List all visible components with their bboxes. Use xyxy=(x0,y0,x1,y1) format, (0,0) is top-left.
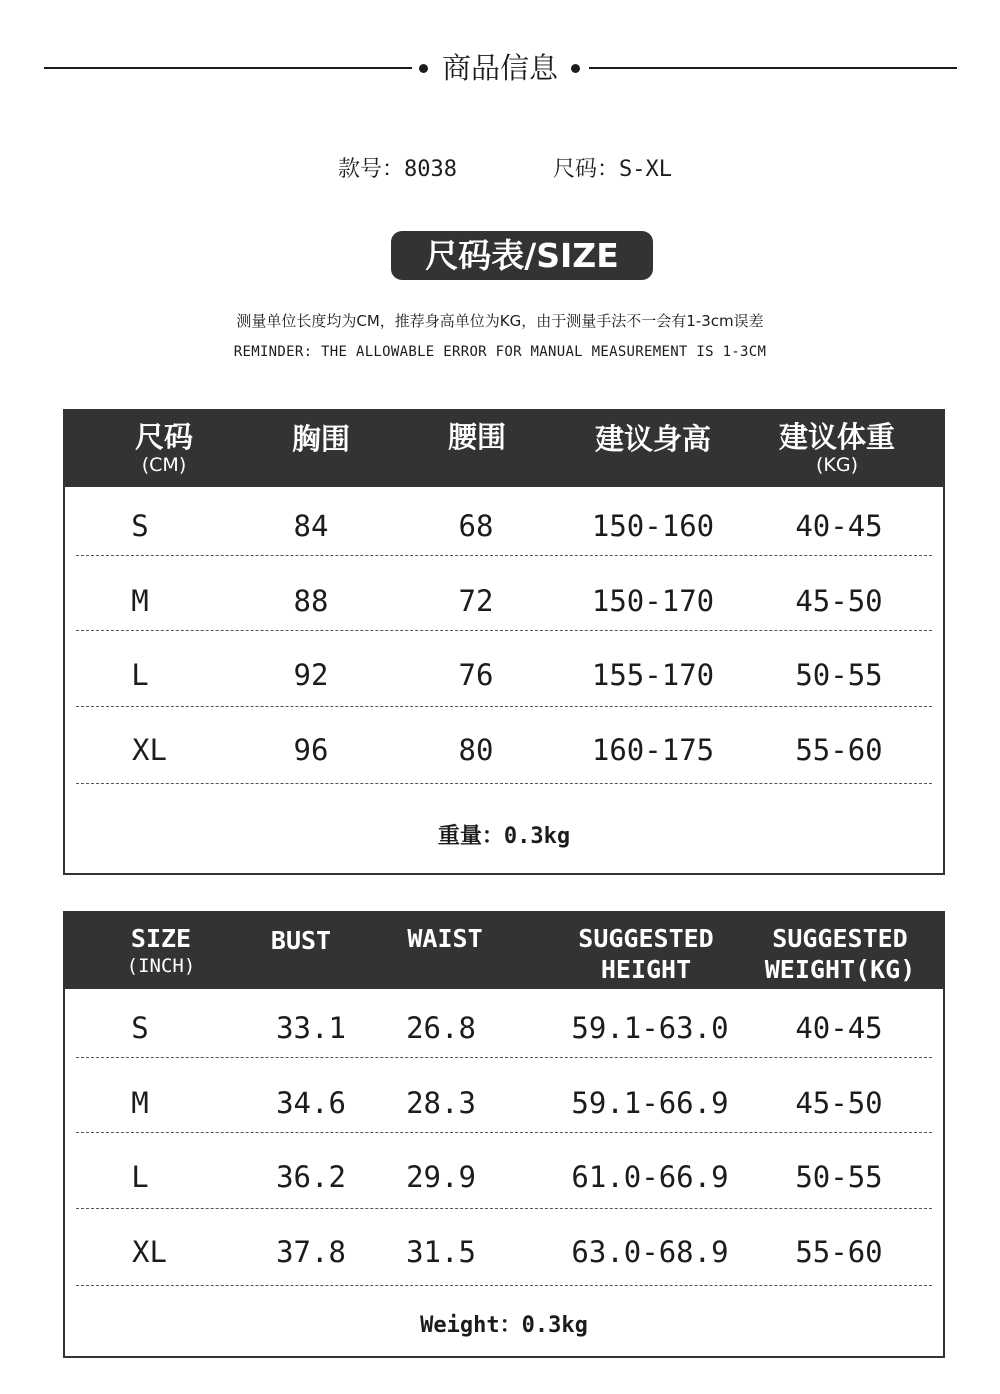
row-divider xyxy=(76,706,932,707)
cell-height: 61.0-66.9 xyxy=(571,1160,729,1194)
measurement-note-cn: 测量单位长度均为CM，推荐身高单位为KG，由于测量手法不一会有1-3cm误差 xyxy=(236,312,764,330)
row-divider xyxy=(76,1057,932,1058)
cell-size: S xyxy=(131,1011,149,1045)
header-waist-inch: WAIST xyxy=(407,924,483,953)
style-number xyxy=(338,155,457,185)
cell-size: M xyxy=(131,1086,149,1120)
cell-waist: 26.8 xyxy=(406,1011,476,1045)
size-chart-heading: 尺码表/SIZE xyxy=(391,231,653,280)
cell-waist: 68 xyxy=(458,509,494,543)
table-row xyxy=(65,638,943,713)
header-weight-inch: SUGGESTED WEIGHT(KG) xyxy=(764,924,916,984)
table-row xyxy=(65,713,943,788)
cell-bust: 84 xyxy=(293,509,329,543)
size-table-inch-header xyxy=(65,913,943,989)
table-row xyxy=(65,489,943,564)
size-range-label: 尺码： xyxy=(553,157,620,182)
title-dot-left xyxy=(419,64,428,73)
cell-size: M xyxy=(131,584,149,618)
weight-footer: 重量：0.3kg xyxy=(437,824,571,849)
row-divider xyxy=(76,630,932,631)
cell-size: XL xyxy=(132,1235,167,1269)
cell-weight: 45-50 xyxy=(795,584,883,618)
title-rule-right xyxy=(589,67,957,69)
size-table-cm xyxy=(63,409,945,875)
size-range xyxy=(553,155,672,185)
table-row xyxy=(65,1140,943,1215)
row-divider xyxy=(76,555,932,556)
section-title: 商品信息 xyxy=(441,51,558,85)
measurement-note-en: REMINDER: THE ALLOWABLE ERROR FOR MANUAL MEASUREMENT IS 1-3CM xyxy=(233,344,767,360)
row-divider xyxy=(76,1208,932,1209)
cell-height: 150-160 xyxy=(591,509,715,543)
cell-bust: 33.1 xyxy=(276,1011,346,1045)
table-row xyxy=(65,1215,943,1290)
header-height: 建议身高 xyxy=(594,422,711,456)
cell-waist: 31.5 xyxy=(406,1235,476,1269)
cell-weight: 55-60 xyxy=(795,1235,883,1269)
weight-footer: Weight：0.3kg xyxy=(420,1313,588,1338)
row-divider xyxy=(76,1285,932,1286)
cell-height: 63.0-68.9 xyxy=(571,1235,729,1269)
cell-bust: 34.6 xyxy=(276,1086,346,1120)
header-height-inch: SUGGESTED HEIGHT xyxy=(578,924,714,984)
cell-waist: 28.3 xyxy=(406,1086,476,1120)
cell-waist: 72 xyxy=(458,584,494,618)
cell-height: 160-175 xyxy=(591,733,715,767)
cell-weight: 40-45 xyxy=(795,1011,883,1045)
size-range-value: S-XL xyxy=(619,157,672,182)
cell-weight: 50-55 xyxy=(795,1160,883,1194)
cell-height: 59.1-63.0 xyxy=(571,1011,729,1045)
cell-bust: 96 xyxy=(293,733,329,767)
cell-size: S xyxy=(131,509,149,543)
cell-waist: 76 xyxy=(458,658,494,692)
cell-weight: 55-60 xyxy=(795,733,883,767)
title-dot-right xyxy=(571,64,580,73)
cell-waist: 29.9 xyxy=(406,1160,476,1194)
cell-size: XL xyxy=(132,733,167,767)
cell-bust: 88 xyxy=(293,584,329,618)
row-divider xyxy=(76,1132,932,1133)
cell-weight: 40-45 xyxy=(795,509,883,543)
size-table-cm-header xyxy=(65,411,943,487)
style-number-value: 8038 xyxy=(404,157,457,182)
header-waist: 腰围 xyxy=(447,420,506,454)
header-size: 尺码 (CM) xyxy=(134,420,193,476)
cell-weight: 45-50 xyxy=(795,1086,883,1120)
title-rule-left xyxy=(44,67,412,69)
cell-height: 59.1-66.9 xyxy=(571,1086,729,1120)
cell-size: L xyxy=(131,1160,149,1194)
table-row xyxy=(65,991,943,1066)
cell-height: 155-170 xyxy=(591,658,715,692)
style-number-label: 款号： xyxy=(338,157,405,182)
cell-weight: 50-55 xyxy=(795,658,883,692)
header-bust-inch: BUST xyxy=(270,926,332,955)
cell-height: 150-170 xyxy=(591,584,715,618)
row-divider xyxy=(76,783,932,784)
size-table-inch xyxy=(63,911,945,1358)
cell-bust: 92 xyxy=(293,658,329,692)
cell-bust: 37.8 xyxy=(276,1235,346,1269)
cell-bust: 36.2 xyxy=(276,1160,346,1194)
cell-size: L xyxy=(131,658,149,692)
header-bust: 胸围 xyxy=(291,422,350,456)
table-row xyxy=(65,564,943,639)
cell-waist: 80 xyxy=(458,733,494,767)
header-weight: 建议体重 (KG) xyxy=(778,420,895,476)
header-size-inch: SIZE (INCH) xyxy=(126,924,196,977)
table-row xyxy=(65,1066,943,1141)
